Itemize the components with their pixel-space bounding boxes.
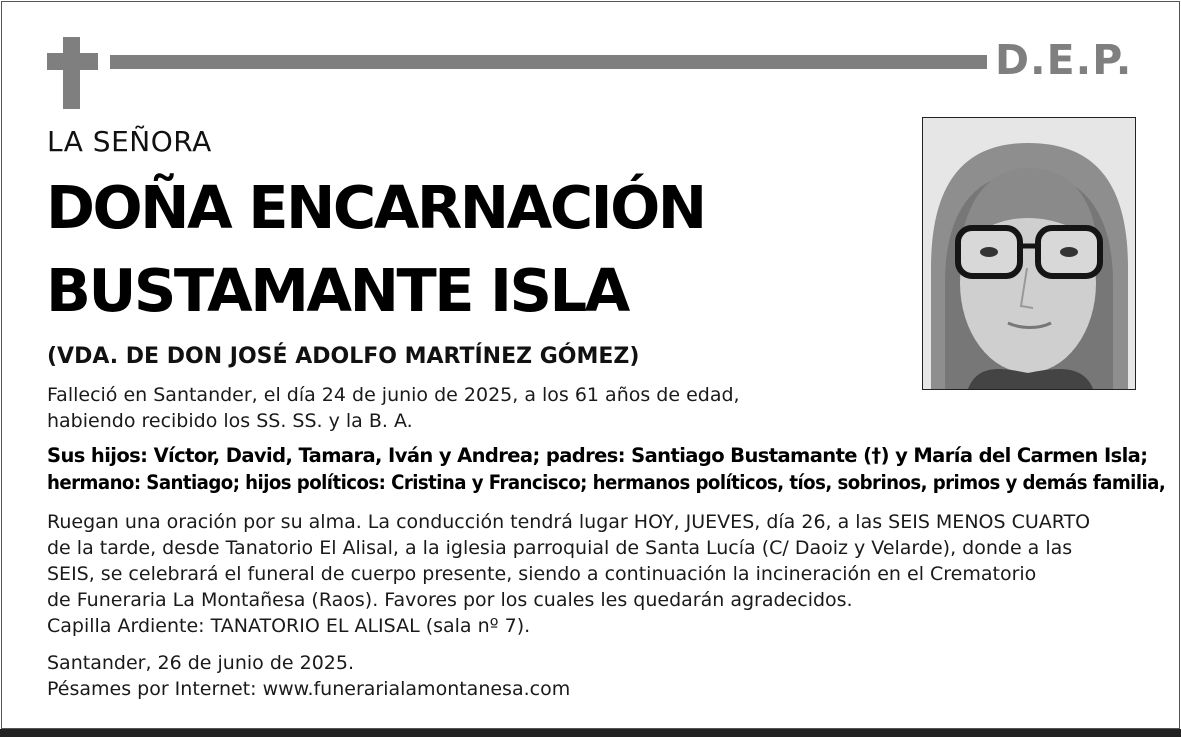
closing-line-2: Pésames por Internet: www.funerarialamontanesa.com [47,678,571,700]
family-line-2: hermano: Santiago; hijos políticos: Cristina y Francisco; hermanos políticos, tíos, sobrinos, primos y demás familia, [47,471,1166,494]
header-rule [110,55,987,69]
service-line-5: Capilla Ardiente: TANATORIO EL ALISAL (sala nº 7). [47,615,531,637]
closing-line-1: Santander, 26 de junio de 2025. [47,652,355,674]
family-line-1: Sus hijos: Víctor, David, Tamara, Iván y Andrea; padres: Santiago Bustamante (†) y María del Carmen Isla; [47,444,1148,467]
portrait-photo [922,117,1136,390]
cross-icon-arm [47,53,98,70]
service-line-4: de Funeraria La Montañesa (Raos). Favores por los cuales les quedarán agradecidos. [47,589,853,611]
dep-label: D.E.P. [995,36,1133,84]
death-line-2: habiendo recibido los SS. SS. y la B. A. [47,410,413,432]
service-line-1: Ruegan una oración por su alma. La conducción tendrá lugar HOY, JUEVES, día 26, a las SEIS MENOS CUARTO [47,511,1091,533]
deceased-name-line-1: DOÑA ENCARNACIÓN [46,173,705,242]
bottom-border [0,729,1181,737]
cross-icon [63,37,80,109]
deceased-name-line-2: BUSTAMANTE ISLA [46,256,628,325]
widow-of-line: (VDA. DE DON JOSÉ ADOLFO MARTÍNEZ GÓMEZ) [47,344,640,369]
service-line-3: SEIS, se celebrará el funeral de cuerpo presente, siendo a continuación la incineración en el Crematorio [47,563,1037,585]
portrait-illustration [923,118,1135,389]
death-line-1: Falleció en Santander, el día 24 de junio de 2025, a los 61 años de edad, [47,384,740,406]
service-line-2: de la tarde, desde Tanatorio El Alisal, a la iglesia parroquial de Santa Lucía (C/ Daoiz y Velarde), donde a las [47,537,1073,559]
lead-text: LA SEÑORA [47,125,212,158]
